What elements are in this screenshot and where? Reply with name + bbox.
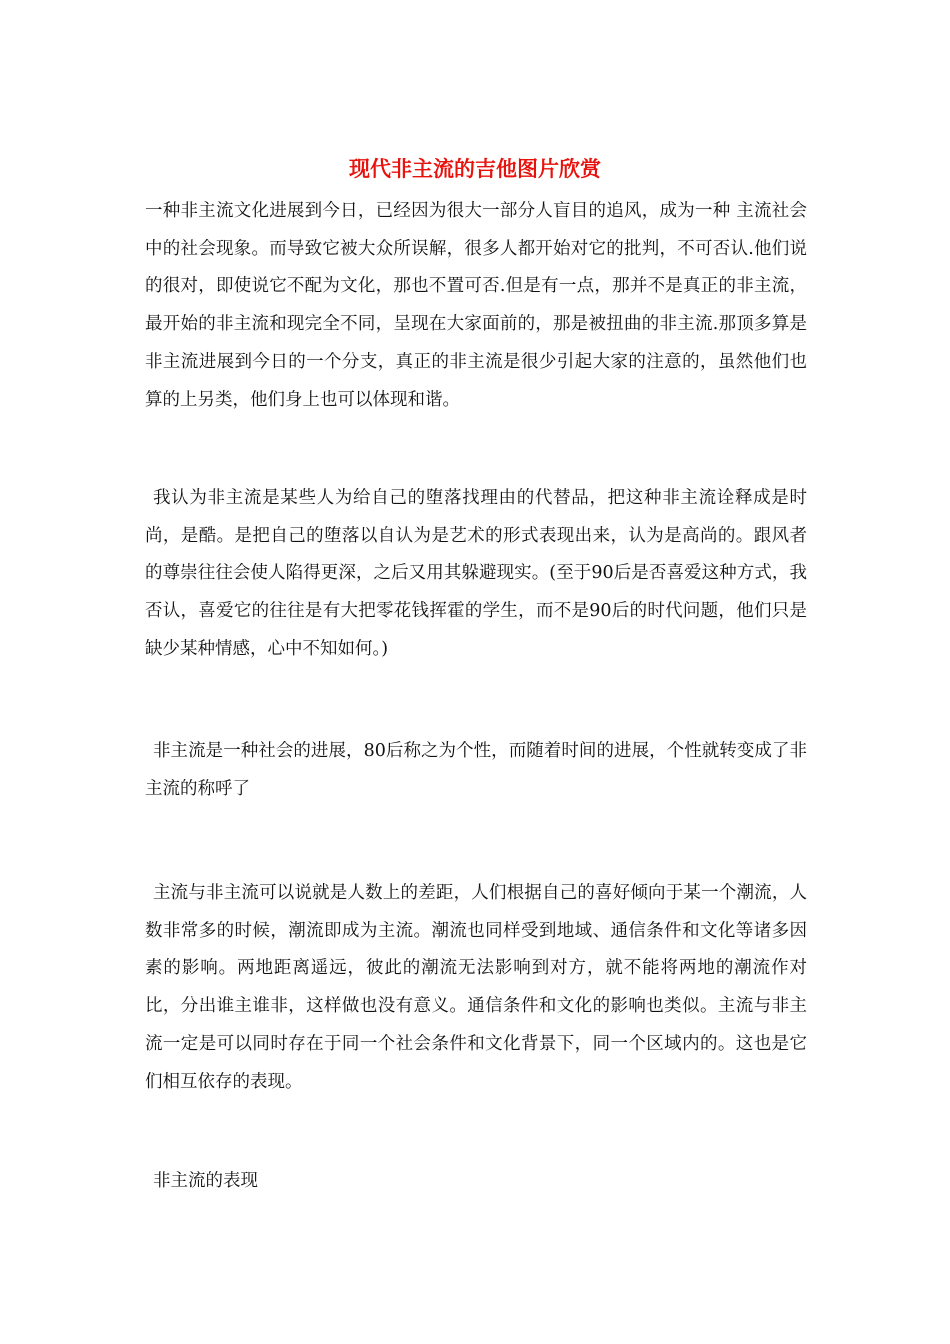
paragraph-mainstream-comparison: 主流与非主流可以说就是人数上的差距，人们根据自己的喜好倾向于某一个潮流，人数非常多的时候，潮流即成为主流。潮流也同样受到地域、通信条件和文化等诸多因素的影响。两地距离遥远，彼此的潮流无法影响到对方，就不能将两地的潮流作对比，分出谁主谁非，这样做也没有意义。通信条件和文化的影响也类似。主流与非主流一定是可以同时存在于同一个社会条件和文化背景下，同一个区域内的。这也是它们相互依存的表现。 xyxy=(145,883,807,1092)
paragraph-opinion: 我认为非主流是某些人为给自己的堕落找理由的代替品，把这种非主流诠释成是时尚，是酷。是把自己的堕落以自认为是艺术的形式表现出来，认为是高尚的。跟风者的尊崇往往会使人陷得更深，之后又用其躲避现实。(至于90后是否喜爱这种方式，我否认，喜爱它的往往是有大把零花钱挥霍的学生，而不是90后的时代问题，他们只是缺少某种情感，心中不知如何。) xyxy=(145,488,807,659)
paragraph-intro: 一种非主流文化进展到今日，已经因为很大一部分人盲目的追风，成为一种 主流社会中的社会现象。而导致它被大众所误解，很多人都开始对它的批判，不可否认.他们说的很对，即使说它不配为文化，那也不置可否.但是有一点，那并不是真正的非主流，最开始的非主流和现完全不同，呈现在大家面前的，那是被扭曲的非主流.那顶多算是非主流进展到今日的一个分支，真正的非主流是很少引起大家的注意的，虽然他们也算的上另类，他们身上也可以体现和谐。 xyxy=(145,201,807,410)
paragraph-development: 非主流是一种社会的进展，80后称之为个性，而随着时间的进展，个性就转变成了非主流的称呼了 xyxy=(145,741,807,799)
paragraph-section-heading: 非主流的表现 xyxy=(153,1171,258,1191)
document-title: 现代非主流的吉他图片欣赏 xyxy=(349,156,601,181)
